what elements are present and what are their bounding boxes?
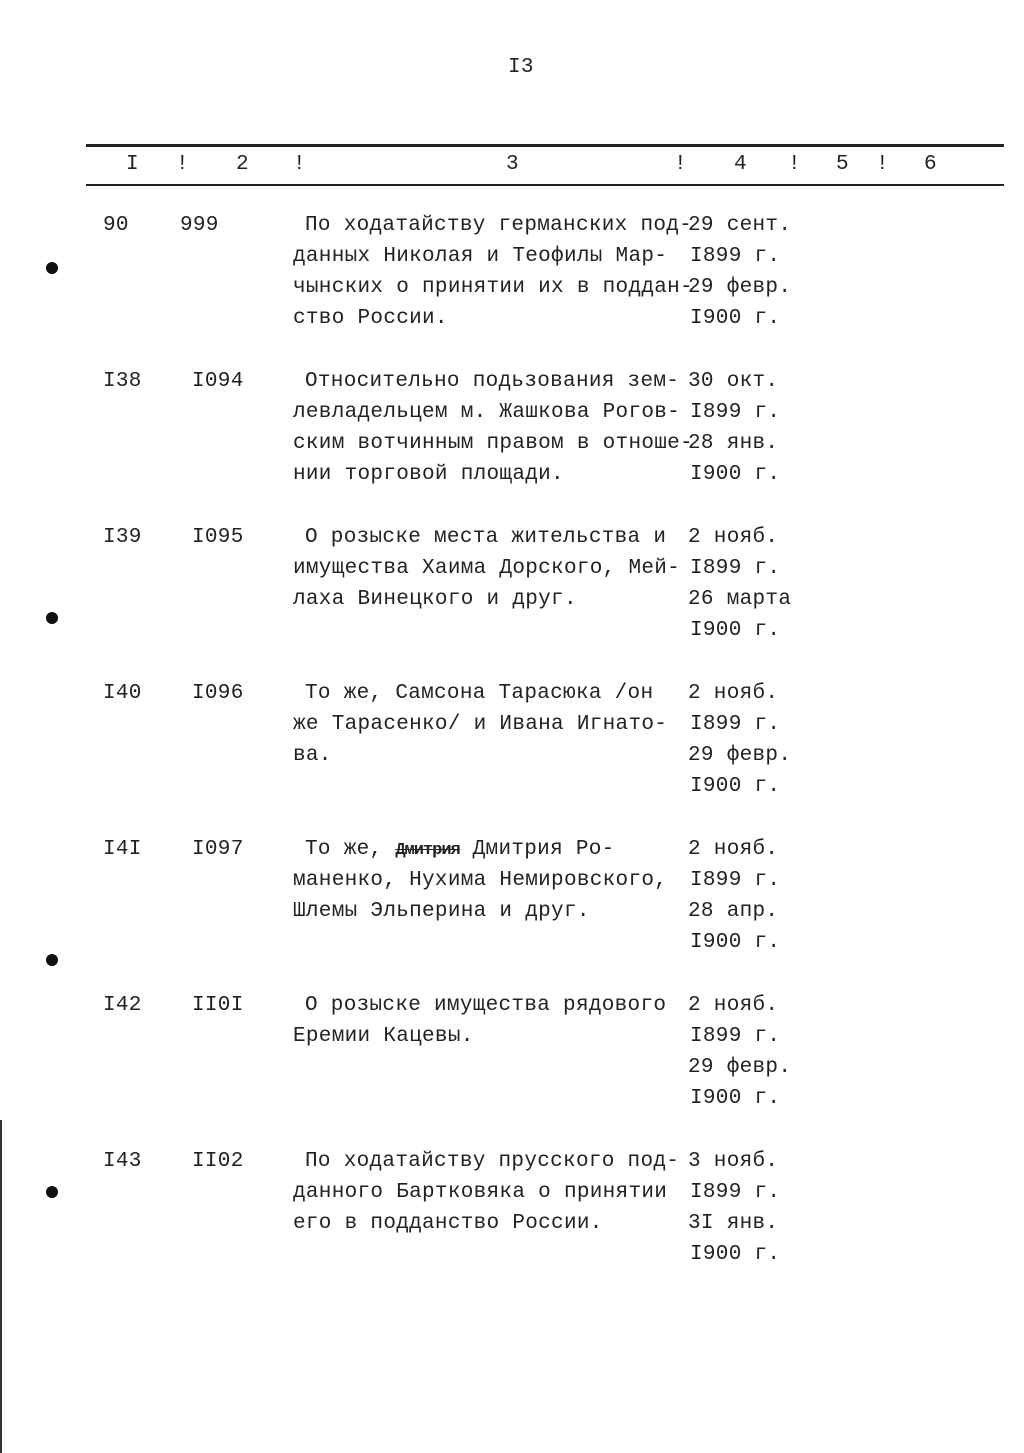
date-line: 28 янв.	[688, 432, 779, 455]
header-col-3: 3	[506, 153, 519, 176]
description-line: чынских о принятии их в поддан-	[293, 276, 693, 299]
date-line: 28 апр.	[688, 900, 779, 923]
table-header-rule	[86, 184, 1004, 186]
description-line: Относительно подьзования зем-	[305, 370, 680, 393]
date-line: I899 г.	[690, 869, 781, 892]
description-line: имущества Хаима Дорского, Мей-	[293, 557, 681, 580]
description-line: же Тарасенко/ и Ивана Игнато-	[293, 713, 668, 736]
date-line: 3 нояб.	[688, 1150, 779, 1173]
header-sep: !	[176, 153, 189, 176]
date-line: I900 г.	[690, 931, 781, 954]
file-number: II0I	[192, 994, 244, 1017]
description-line: его в подданство России.	[293, 1212, 603, 1235]
punch-hole-mark	[46, 954, 58, 966]
table-top-rule	[86, 144, 1004, 147]
header-col-5: 5	[836, 153, 849, 176]
description-line: Шлемы Эльперина и друг.	[293, 900, 590, 923]
punch-hole-mark	[46, 1186, 58, 1198]
punch-hole-mark	[46, 262, 58, 274]
file-number: I095	[192, 526, 244, 549]
date-line: 2 нояб.	[688, 682, 779, 705]
header-col-1: I	[126, 153, 139, 176]
date-line: I900 г.	[690, 619, 781, 642]
date-line: I899 г.	[690, 245, 781, 268]
page-number: I3	[508, 56, 534, 79]
file-number: I097	[192, 838, 244, 861]
description-line: О розыске места жительства и	[305, 526, 667, 549]
date-line: 2 нояб.	[688, 994, 779, 1017]
date-line: I899 г.	[690, 557, 781, 580]
description-line: Еремии Кацевы.	[293, 1025, 474, 1048]
date-line: I899 г.	[690, 1025, 781, 1048]
description-line	[305, 834, 615, 866]
header-col-6: 6	[924, 153, 937, 176]
file-number: 999	[180, 214, 219, 237]
description-line: По ходатайству германских под-	[305, 214, 693, 237]
description-line: левладельцем м. Жашкова Рогов-	[293, 401, 681, 424]
struck-out-text: Дмитрия	[395, 841, 460, 860]
date-line: I900 г.	[690, 1243, 781, 1266]
date-line: 3I янв.	[688, 1212, 779, 1235]
date-line: 2 нояб.	[688, 838, 779, 861]
scan-edge	[0, 1120, 2, 1453]
description-line: маненко, Нухима Немировского,	[293, 869, 668, 892]
date-line: 30 окт.	[688, 370, 779, 393]
entry-number: I38	[103, 370, 142, 393]
date-line: I899 г.	[690, 401, 781, 424]
header-col-4: 4	[734, 153, 747, 176]
description-line: По ходатайству прусского под-	[305, 1150, 680, 1173]
header-sep: !	[876, 153, 889, 176]
description-line: лаха Винецкого и друг.	[293, 588, 577, 611]
header-sep: !	[293, 153, 306, 176]
file-number: II02	[192, 1150, 244, 1173]
date-line: 29 февр.	[688, 744, 792, 767]
date-line: I900 г.	[690, 307, 781, 330]
punch-hole-mark	[46, 612, 58, 624]
date-line: I899 г.	[690, 713, 781, 736]
header-col-2: 2	[236, 153, 249, 176]
description-line: О розыске имущества рядового	[305, 994, 667, 1017]
description-text: Дмитрия Ро-	[459, 838, 615, 861]
header-sep: !	[674, 153, 687, 176]
header-sep: !	[788, 153, 801, 176]
description-line: ва.	[293, 744, 332, 767]
entry-number: I43	[103, 1150, 142, 1173]
date-line: I899 г.	[690, 1181, 781, 1204]
date-line: 29 февр.	[688, 1056, 792, 1079]
date-line: 2 нояб.	[688, 526, 779, 549]
description-text: То же,	[305, 838, 396, 861]
description-line: данных Николая и Теофилы Мар-	[293, 245, 668, 268]
date-line: I900 г.	[690, 463, 781, 486]
description-line: ским вотчинным правом в отноше-	[293, 432, 693, 455]
date-line: I900 г.	[690, 775, 781, 798]
file-number: I094	[192, 370, 244, 393]
entry-number: I40	[103, 682, 142, 705]
date-line: 26 марта	[688, 588, 792, 611]
description-line: То же, Самсона Тарасюка /он	[305, 682, 654, 705]
entry-number: I42	[103, 994, 142, 1017]
description-line: данного Бартковяка о принятии	[293, 1181, 668, 1204]
file-number: I096	[192, 682, 244, 705]
entry-number: I4I	[103, 838, 142, 861]
description-line: нии торговой площади.	[293, 463, 564, 486]
date-line: 29 февр.	[688, 276, 792, 299]
entry-number: 90	[103, 214, 129, 237]
date-line: 29 сент.	[688, 214, 792, 237]
description-line: ство России.	[293, 307, 448, 330]
entry-number: I39	[103, 526, 142, 549]
date-line: I900 г.	[690, 1087, 781, 1110]
